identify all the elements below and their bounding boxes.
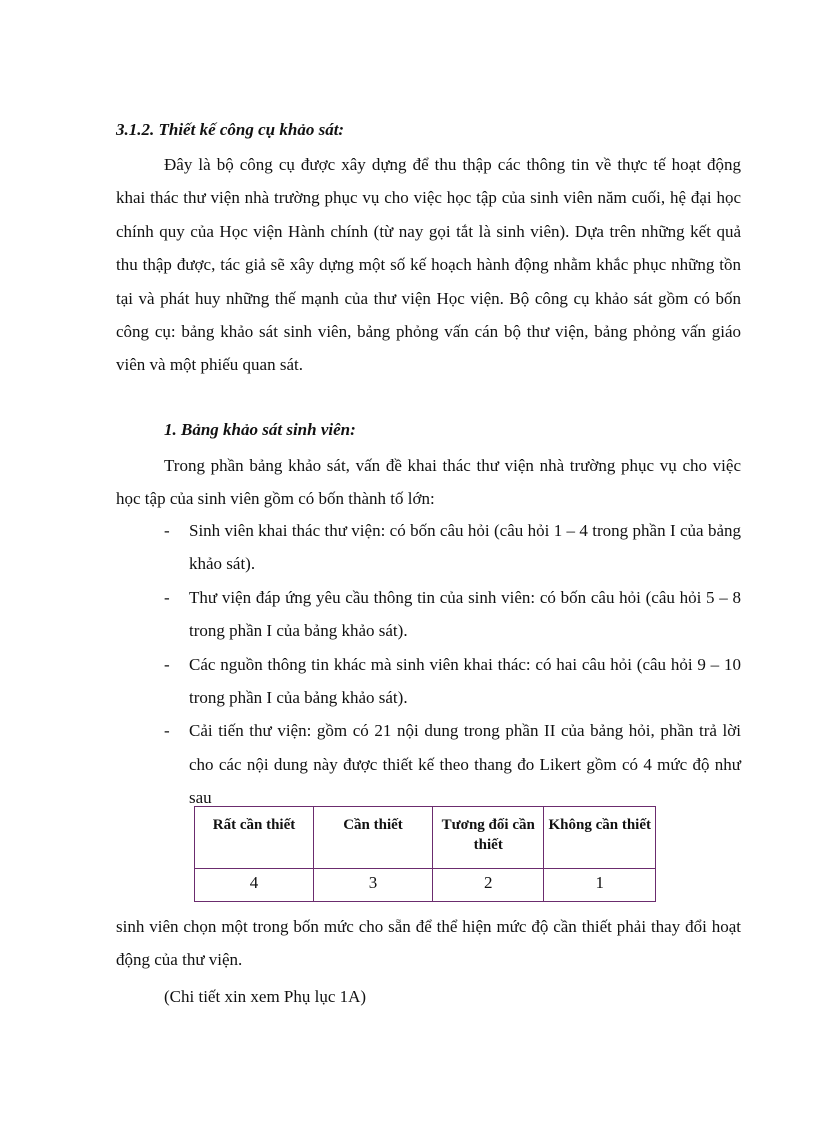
section-heading: 3.1.2. Thiết kế công cụ khảo sát: [116, 120, 345, 139]
subheading-student-survey: 1. Bảng khảo sát sinh viên: [164, 420, 356, 439]
bullet-dash: - [164, 521, 170, 540]
table-row [195, 869, 656, 902]
list-item-text: Các nguồn thông tin khác mà sinh viên khai thác: có hai câu hỏi (câu hỏi 9 – 10 trong phần I của bảng khảo sát). [189, 654, 741, 708]
table-cell: 4 [195, 869, 314, 902]
list-item [116, 581, 741, 648]
list-item-text: Thư viện đáp ứng yêu cầu thông tin của sinh viên: có bốn câu hỏi (câu hỏi 5 – 8 trong phần I của bảng khảo sát). [189, 587, 741, 641]
table-header-cell: Cần thiết [314, 807, 433, 869]
table-header-cell: Không cần thiết [544, 807, 656, 869]
list-item [116, 714, 741, 814]
bullet-dash: - [164, 721, 170, 741]
list-item [116, 514, 741, 581]
intro-paragraph: Đây là bộ công cụ được xây dựng để thu thập các thông tin về thực tế hoạt động khai thác thư viện nhà trường phục vụ cho việc học tập của sinh viên năm cuối, hệ đại học chính quy của Học viện Hành chính (từ nay gọi tắt là sinh viên). Dựa trên những kết quả thu thập được, tác giả sẽ xây dựng một số kế hoạch hành động nhằm khắc phục những tồn tại và phát huy những thế mạnh của thư viện Học viện. Bộ công cụ khảo sát gồm có bốn công cụ: bảng khảo sát sinh viên, bảng phỏng vấn cán bộ thư viện, bảng phỏng vấn giáo viên và một phiếu quan sát. [116, 155, 741, 375]
list-item-text: Sinh viên khai thác thư viện: có bốn câu hỏi (câu hỏi 1 – 4 trong phần I của bảng khảo sát). [189, 521, 741, 574]
table-header-row [195, 807, 656, 869]
after-table-paragraph: sinh viên chọn một trong bốn mức cho sẵn để thể hiện mức độ cần thiết phải thay đổi hoạt động của thư viện. [116, 917, 741, 970]
table-cell: 3 [314, 869, 433, 902]
likert-scale-table [194, 806, 656, 902]
list-item-text: Cải tiến thư viện: gồm có 21 nội dung trong phần II của bảng hỏi, phần trả lời cho các nội dung này được thiết kế theo thang đo Likert gồm có 4 mức độ như sau [189, 721, 741, 808]
survey-paragraph: Trong phần bảng khảo sát, vấn đề khai thác thư viện nhà trường phục vụ cho việc học tập của sinh viên gồm có bốn thành tố lớn: [116, 456, 741, 509]
list-item [116, 648, 741, 715]
appendix-note: (Chi tiết xin xem Phụ lục 1A) [164, 987, 367, 1006]
table-cell: 2 [433, 869, 544, 902]
table-header-cell: Tương đối cần thiết [433, 807, 544, 869]
table-cell: 1 [544, 869, 656, 902]
component-list [116, 514, 741, 815]
bullet-dash: - [164, 654, 170, 674]
bullet-dash: - [164, 587, 170, 607]
table-header-cell: Rất cần thiết [195, 807, 314, 869]
